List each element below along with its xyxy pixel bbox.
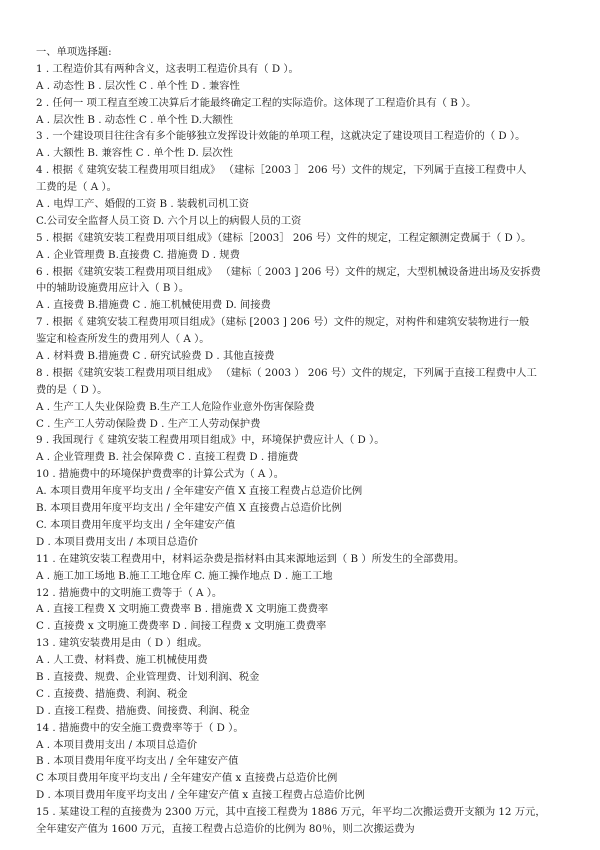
- text-line: 13 . 建筑安装费用是由（ D ）组成。: [36, 637, 208, 650]
- text-line: 全年建安产值为 1600 万元，直接工程费占总造价的比例为 80％，则二次搬运费为: [36, 822, 415, 835]
- text-line: D . 直接工程费、措施费、间接费、利润、税金: [36, 704, 250, 717]
- text-line: C 本项目费用年度平均支出 / 全年建安产值 x 直接费占总造价比例: [36, 772, 338, 785]
- text-line: A . 人工费、材料费、施工机械使用费: [36, 654, 208, 667]
- text-line: 15 . 某建设工程的直接费为 2300 万元，其中直接工程费为 1886 万元，年平均二次搬运费开支额为 12 万元，: [36, 806, 546, 819]
- text-line: B . 本项目费用年度平均支出 / 全年建安产值: [36, 755, 239, 768]
- text-line: A . 大额性 B. 兼容性 C . 单个性 D. 层次性: [36, 147, 233, 160]
- text-line: C.公司安全监督人员工资 D. 六个月以上的病假人员的工资: [36, 214, 302, 227]
- text-line: A . 电焊工产、婚假的工资 B . 装载机司机工资: [36, 198, 249, 211]
- section-heading: 一、单项选择题:: [36, 46, 112, 58]
- text-line: 中的辅助设施费用应计入（ B ）。: [36, 282, 190, 295]
- text-line: 14 . 措施费中的安全施工费费率等于（ D ）。: [36, 721, 244, 734]
- text-line: A . 施工加工场地 B.施工工地仓库 C. 施工操作地点 D . 施工工地: [36, 569, 333, 582]
- text-line: 1 . 工程造价其有两种含义，这表明工程造价具有（ D ）。: [36, 62, 299, 75]
- text-line: C . 直接费 x 文明施工费费率 D . 间接工程费 x 文明施工费费率: [36, 620, 327, 633]
- text-line: 11 . 在建筑安装工程费用中，材料运杂费是指材料由其来源地运到（ B ）所发生的全部费用。: [36, 552, 465, 565]
- text-line: C. 本项目费用年度平均支出 / 全年建安产值: [36, 518, 236, 531]
- text-line: 鉴定和检查所发生的费用列人（ A ）。: [36, 333, 210, 346]
- text-line: A . 直接工程费 X 文明施工费费率 B . 措施费 X 文明施工费费率: [36, 603, 329, 616]
- text-line: C . 生产工人劳动保险费 D . 生产工人劳动保护费: [36, 417, 261, 430]
- text-line: 9 . 我国现行《 建筑安装工程费用项目组成》中，环境保护费应计人（ D ）。: [36, 434, 385, 447]
- text-line: 7 . 根据《 建筑安装工程费用项目组成》（建标 [2003 ] 206 号）文件的规定，对构件和建筑安装物进行一般: [36, 316, 530, 329]
- text-line: 12 . 措施费中的文明施工费等于（ A ）。: [36, 586, 223, 599]
- text-line: 10 . 措施费中的环境保护费费率的计算公式为（ A ）。: [36, 468, 284, 481]
- text-line: 5 . 根据《建筑安装工程费用项目组成》（建标［2003］ 206 号）文件的规定，工程定额测定费属于（ D ）。: [36, 231, 532, 244]
- text-line: D . 本项目费用支出 / 本项目总造价: [36, 535, 198, 548]
- text-line: A . 本项目费用支出 / 本项目总造价: [36, 738, 198, 751]
- text-line: 3 . 一个建设项目往往含有多个能够独立发挥设计效能的单项工程，这就决定了建设项目工程造价的（ D ）。: [36, 130, 526, 143]
- text-line: A . 动态性 B . 层次性 C . 单个性 D . 兼容性: [36, 79, 240, 92]
- text-line: A . 生产工人失业保险费 B.生产工人危险作业意外伤害保险费: [36, 400, 315, 413]
- text-line: C . 直接费、措施费、利润、税金: [36, 687, 188, 700]
- text-line: D . 本项目费用年度平均支出 / 全年建安产值 x 直接工程费占总造价比例: [36, 789, 365, 802]
- text-line: A . 企业管理费 B.直接费 C. 措施费 D . 规费: [36, 248, 240, 261]
- text-line: A . 层次性 B . 动态性 C . 单个性 D.大额性: [36, 113, 233, 126]
- document-body: [36, 44, 576, 838]
- text-line: A. 本项目费用年度平均支出 / 全年建安产值 X 直接工程费占总造价比例: [36, 485, 363, 498]
- text-line: 6 . 根据《建筑安装工程费用项目组成》 （建标〔 2003 ] 206 号）文件的规定，大型机械设备进出场及安拆费: [36, 265, 541, 278]
- text-line: B. 本项目费用年度平均支出 / 全年建安产值 X 直接费占总造价比例: [36, 502, 342, 515]
- text-line: 4 . 根据《 建筑安装工程费用项目组成》 （建标［2003 ］ 206 号）文件的规定，下列属于直接工程费中人: [36, 164, 527, 177]
- text-line: 费的是（ D ）。: [36, 383, 108, 396]
- text-line: 工费的是（ A ）。: [36, 181, 117, 194]
- text-line: A . 材料费 B.措施费 C . 研究试验费 D . 其他直接费: [36, 350, 275, 363]
- text-line: B . 直接费、规费、企业管理费、计划利润、税金: [36, 670, 260, 683]
- text-line: A . 直接费 B.措施费 C . 施工机械使用费 D. 间接费: [36, 299, 271, 312]
- text-line: 2 . 任何一 项工程直至竣工决算后才能最终确定工程的实际造价。这体现了工程造价具有（ B ）。: [36, 96, 477, 109]
- text-line: 8 . 根据《建筑安装工程费用项目组成》 （建标（ 2003 ） 206 号）文件的规定，下列属于直接工程费中人工: [36, 366, 537, 379]
- text-line: A . 企业管理费 B. 社会保障费 C . 直接工程费 D . 措施费: [36, 451, 299, 464]
